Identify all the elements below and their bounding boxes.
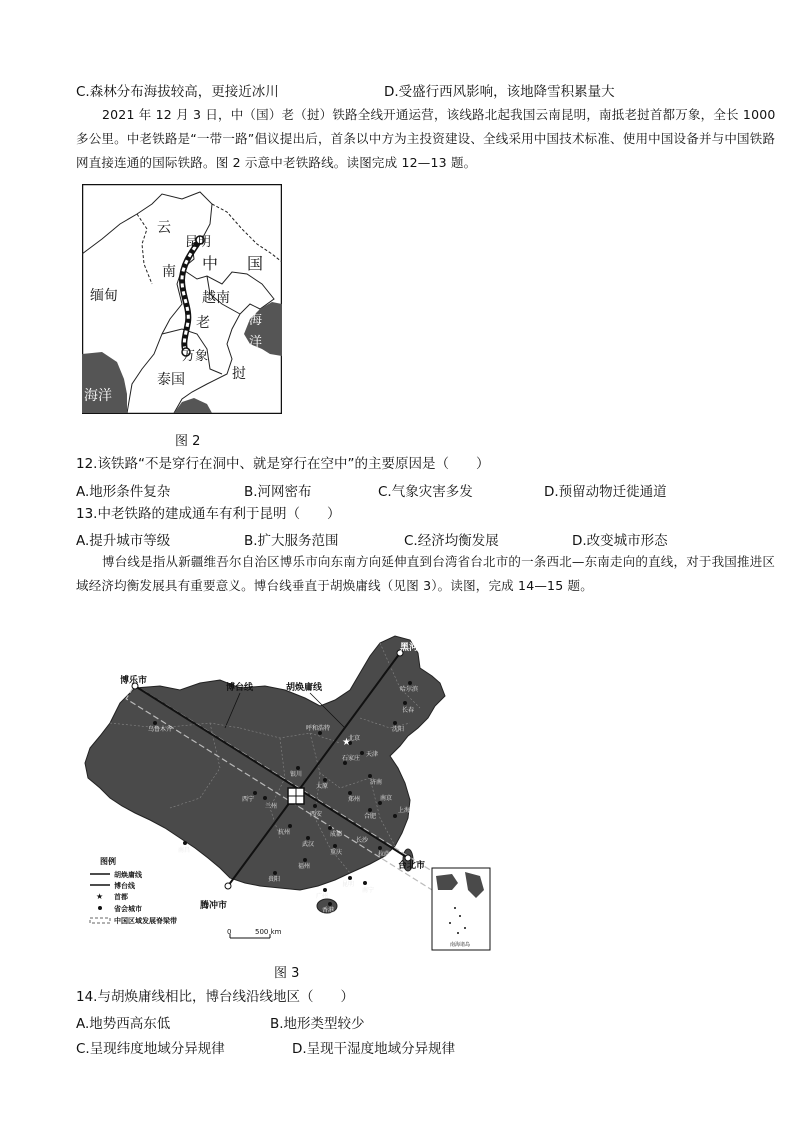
q13-option-c[interactable]: C.经济均衡发展: [404, 533, 499, 549]
legend-item2: 博台线: [114, 882, 135, 890]
figure-2-map: [82, 184, 282, 414]
label-zhong: 中: [202, 254, 219, 273]
label-lao: 老: [196, 315, 210, 331]
label-heihe: 黑河市: [400, 643, 428, 653]
q14-option-d[interactable]: D.呈现干湿度地域分异规律: [292, 1041, 456, 1057]
legend-item3: 首都: [114, 893, 128, 901]
city-harbin: 哈尔滨: [400, 686, 419, 693]
city-lanzhou: 兰州: [265, 803, 278, 810]
city-lhasa: 南昌: [178, 847, 191, 854]
figure-2-caption: 图 2: [175, 434, 201, 449]
svg-text:★: ★: [96, 892, 104, 901]
city-chengdu: 杭州: [278, 829, 291, 836]
q12-option-d[interactable]: D.预留动物迁徙通道: [544, 484, 667, 500]
city-hongkong: 南宁: [362, 887, 375, 894]
q11-option-d[interactable]: D.受盛行西风影响，该地降雪积累量大: [384, 84, 615, 100]
q14-option-c[interactable]: C.呈现纬度地域分异规律: [76, 1041, 225, 1057]
city-changchun: 长春: [402, 707, 415, 714]
q14-stem: 14.与胡焕庸线相比，博台线沿线地区（ ）: [76, 989, 354, 1005]
label-haiyang-east-2: 洋: [249, 335, 263, 350]
figure-3-caption: 图 3: [274, 966, 300, 981]
city-wuhan: 成都: [330, 831, 343, 838]
label-kunming: 昆明: [185, 235, 212, 250]
city-taiyuan: 太原: [316, 783, 329, 790]
city-guiyang: 福州: [298, 863, 311, 870]
city-xining: 西宁: [242, 796, 255, 803]
passage-china-laos-railway: 2021 年 12 月 3 日，中（国）老（挝）铁路全线开通运营，该线路北起我国云南昆明，南抵老挝首都万象，全长 1000 多公里。中老铁路是“一带一路”倡议提出后，首条以中方为主投资建设、全线采用中国技术标准、使用中国设备并与中国铁路网直接连通的国际铁路。图 2 示意中老铁路线。读图完成 12—13 题。: [76, 107, 776, 170]
city-beijing: 北京: [348, 735, 361, 742]
city-urumqi: 乌鲁木齐: [148, 726, 173, 733]
city-kunming: 贵阳: [268, 876, 281, 883]
city-shenyang: 沈阳: [392, 726, 405, 733]
city-nanchang: 长沙: [356, 837, 369, 844]
q12-option-c[interactable]: C.气象灾害多发: [378, 484, 473, 500]
passage-botai-line: 博台线是指从新疆维吾尔自治区博乐市向东南方向延伸直到台湾省台北市的一条西北—东南走向的直线，对于我国推进区域经济均衡发展具有重要意义。博台线垂直于胡焕庸线（见图 3）。读图，完成 14—15 题。: [76, 554, 776, 593]
city-yinchuan: 银川: [290, 771, 303, 778]
legend-item4: 省会城市: [114, 905, 142, 913]
q14-option-a[interactable]: A.地势西高东低: [76, 1016, 171, 1032]
label-guo: 国: [247, 254, 264, 273]
city-xian: 西安: [310, 811, 323, 818]
label-huhuanyong: 胡焕庸线: [286, 683, 323, 693]
figure-3-map: [80, 628, 500, 958]
q12-stem: 12.该铁路“不是穿行在洞中、就是穿行在空中”的主要原因是（ ）: [76, 456, 490, 472]
q11-option-c[interactable]: C.森林分布海拔较高，更接近冰川: [76, 84, 279, 100]
q14-option-b[interactable]: B.地形类型较少: [270, 1016, 365, 1032]
city-hohhot: 呼和浩特: [306, 725, 331, 732]
label-wanxiang: 万象: [182, 349, 209, 364]
legend-title: 图例: [100, 857, 116, 866]
q13-option-a[interactable]: A.提升城市等级: [76, 533, 171, 549]
scale-label: 500 km: [255, 928, 282, 936]
label-botai: 博台线: [226, 683, 254, 693]
city-fuzhou: 拉萨: [378, 851, 391, 858]
label-miandian: 缅甸: [90, 288, 118, 304]
q12-option-a[interactable]: A.地形条件复杂: [76, 484, 171, 500]
label-taibei: 台北市: [398, 861, 426, 871]
legend-item1: 胡焕庸线: [114, 871, 142, 879]
city-haikou: 香港: [322, 907, 335, 914]
label-yun: 云: [157, 220, 171, 236]
label-haiyang-west: 海洋: [84, 388, 112, 404]
label-tengchong: 腾冲市: [200, 901, 228, 911]
city-chongqing: 武汉: [302, 841, 315, 848]
city-shijiazhuang: 石家庄: [342, 755, 361, 762]
q13-stem: 13.中老铁路的建成通车有利于昆明（ ）: [76, 506, 341, 522]
q12-option-b[interactable]: B.河网密布: [244, 484, 312, 500]
city-guangzhou: 昆明: [342, 881, 355, 888]
label-haiyang-east-1: 海: [249, 313, 263, 328]
figure-3-legend: [90, 856, 177, 925]
city-hefei: 合肥: [364, 813, 377, 820]
city-shanghai: 上海: [398, 807, 411, 814]
svg-text:★: ★: [342, 737, 351, 748]
city-zhengzhou: 郑州: [348, 796, 361, 803]
city-tianjin: 天津: [366, 751, 379, 758]
label-yuenan: 越南: [202, 290, 230, 306]
label-taiguo: 泰国: [157, 372, 185, 388]
label-wo: 挝: [232, 366, 246, 382]
q13-option-d[interactable]: D.改变城市形态: [572, 533, 668, 549]
q13-option-b[interactable]: B.扩大服务范围: [244, 533, 339, 549]
scale-zero: 0: [227, 928, 232, 936]
label-nan: 南: [162, 264, 176, 280]
city-nanning: 广州: [316, 893, 329, 900]
city-changsha: 重庆: [330, 849, 343, 856]
label-bole: 博乐市: [120, 676, 148, 686]
city-jinan: 济南: [370, 779, 383, 786]
label-nanhai: 南海诸岛: [450, 942, 471, 948]
legend-item5: 中国区域发展脊梁带: [114, 917, 177, 925]
city-nanjing: 南京: [380, 795, 393, 802]
